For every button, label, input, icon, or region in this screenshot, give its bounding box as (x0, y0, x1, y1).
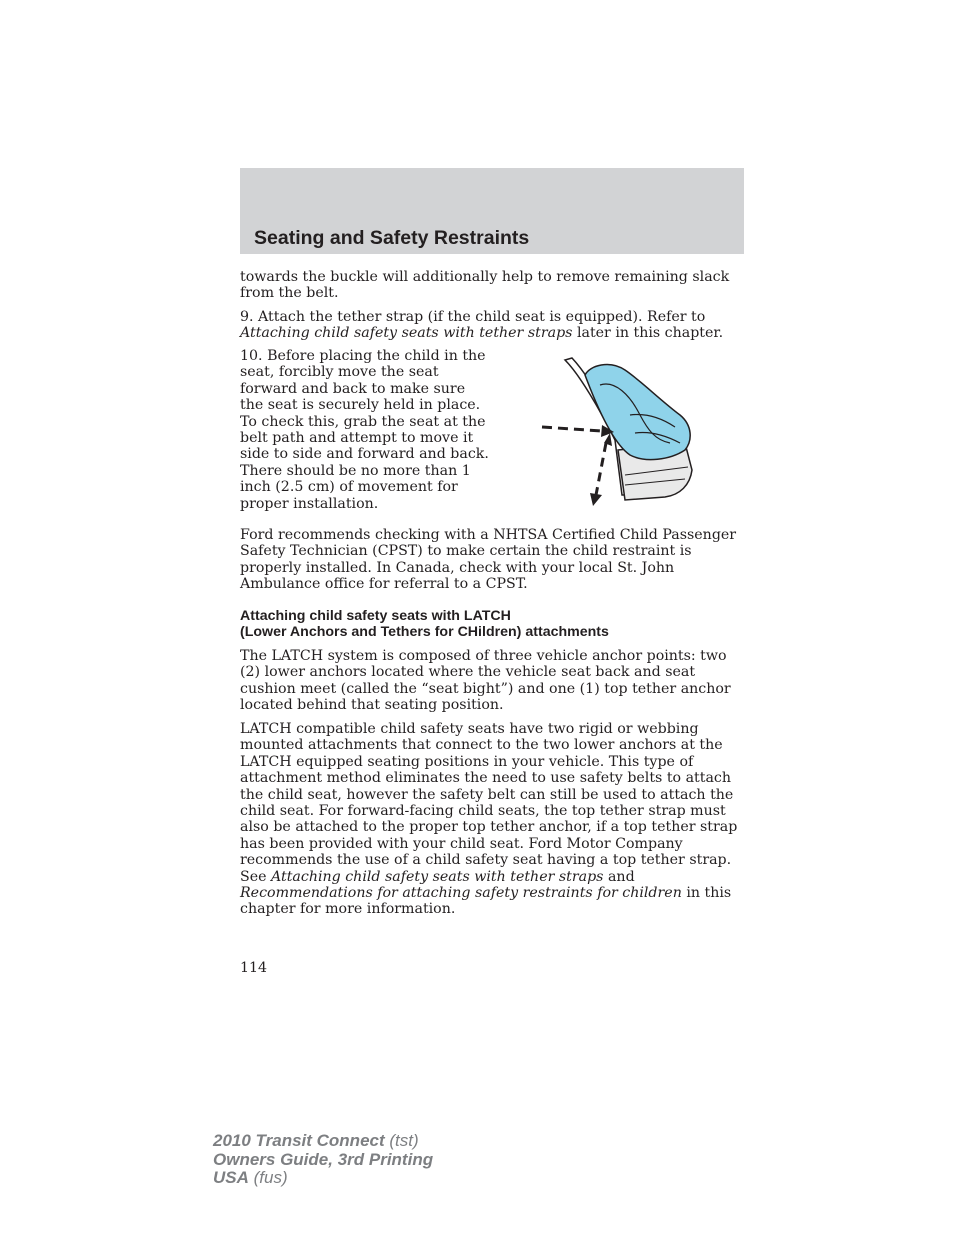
document-footer (213, 1132, 433, 1188)
section-title: Seating and Safety Restraints (254, 227, 530, 249)
paragraph-cpst: Ford recommends checking with a NHTSA Certified Child Passenger Safety Technician (CPST) to make certain the child restraint is properly installed. In Canada, check with your local St. John Ambulance office for referral to a CPST. (240, 527, 737, 593)
section-header-band (240, 168, 744, 254)
footer-model: 2010 Transit Connect (213, 1131, 385, 1150)
side-to-side-arrow (542, 427, 602, 431)
recommendations-reference: Recommendations for attaching safety restraints for children (240, 885, 682, 902)
latch-compatible-text: LATCH compatible child safety seats have two rigid or webbing mounted attachments that connect to the two lower anchors at the LATCH equipped seating positions in your vehicle. This type of attachment method eliminates the need to use safety belts to attach the child seat, however the safety belt can still be used to attach the child seat. For forward-facing child seats, the top tether strap must also be attached to the proper top tether anchor, if a top tether strap has been provided with your child seat. Ford Motor Company recommends the use of a child safety seat having a top tether strap. See (240, 721, 738, 885)
footer-printing: Owners Guide, 3rd Printing (213, 1149, 434, 1169)
forward-back-arrow (596, 443, 606, 495)
latch-subheading-line1: Attaching child safety seats with LATCH (240, 608, 511, 624)
step-9-text: 9. Attach the tether strap (if the child seat is equipped). Refer to (240, 309, 706, 325)
tether-straps-reference-2: Attaching child safety seats with tether straps (271, 868, 604, 885)
footer-model-code: (tst) (384, 1131, 419, 1150)
footer-market-code: (fus) (248, 1168, 288, 1187)
latch-compatible-suffix: in this chapter for more information. (240, 885, 732, 918)
tether-straps-reference: Attaching child safety seats with tether straps (240, 325, 573, 342)
footer-market: USA (213, 1168, 249, 1187)
page-number: 114 (240, 960, 268, 976)
and-text: and (603, 868, 635, 885)
latch-subheading-line2: (Lower Anchors and Tethers for CHildren) attachments (240, 624, 609, 641)
paragraph-step-10: 10. Before placing the child in the seat, forcibly move the seat forward and back to make sure the seat is securely held in place. To check this, grab the seat at the belt path and attempt to move it side to side and forward and back. There should be no more than 1 inch (2.5 cm) of movement for proper installation. (240, 348, 489, 512)
paragraph-slack: towards the buckle will additionally help to remove remaining slack from the belt. (240, 269, 730, 302)
child-seat-shell (585, 365, 690, 460)
paragraph-step-9 (240, 309, 746, 342)
child-seat-illustration (530, 355, 700, 510)
latch-subheading (240, 608, 746, 641)
step-9-suffix: later in this chapter. (572, 325, 724, 342)
paragraph-latch-compatible (240, 721, 746, 918)
paragraph-latch-system: The LATCH system is composed of three vehicle anchor points: two (2) lower anchors located where the vehicle seat back and seat cushion meet (called the “seat bight”) and one (1) top tether anchor located behind that seating position. (240, 648, 731, 714)
